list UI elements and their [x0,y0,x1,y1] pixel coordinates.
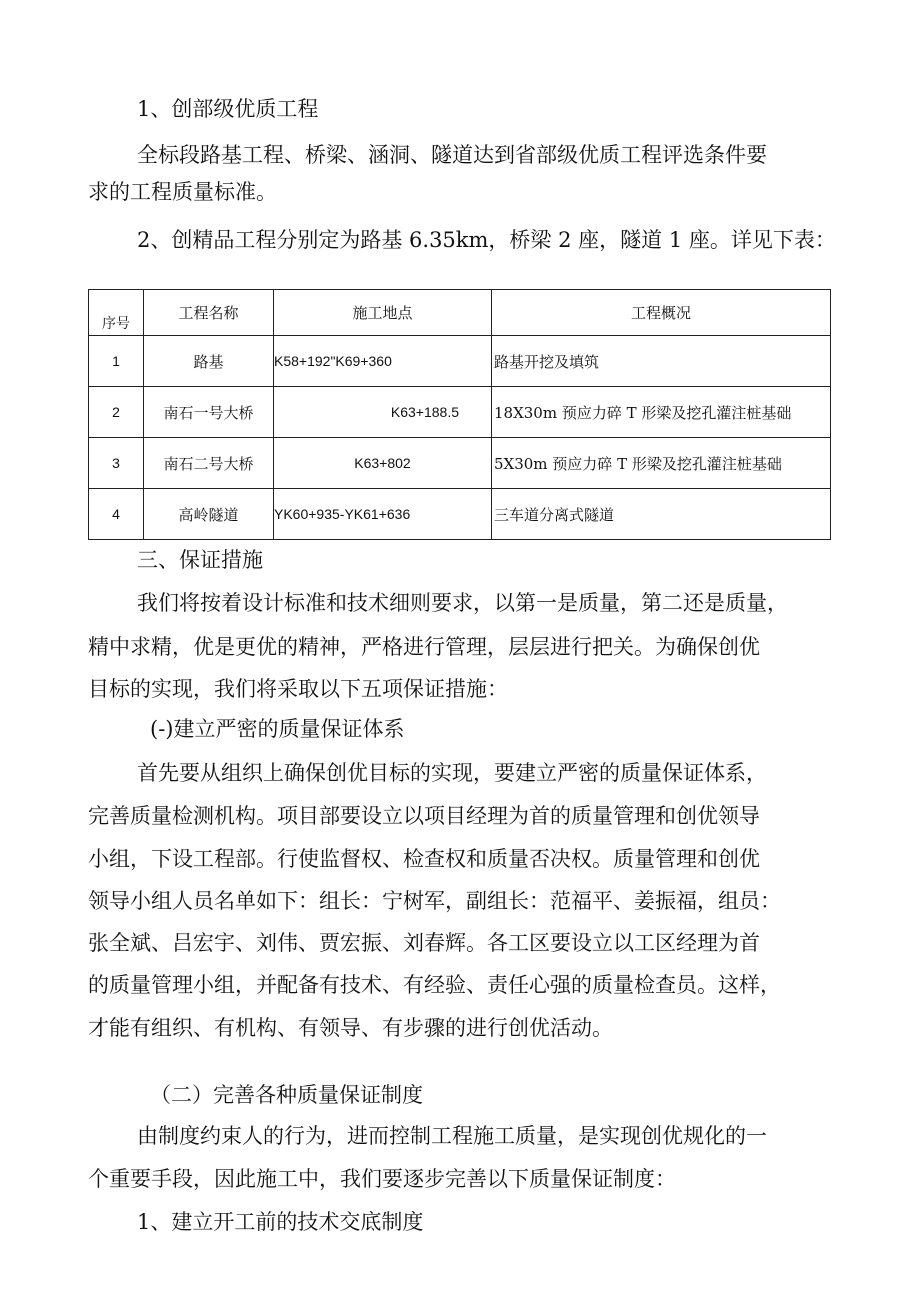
paragraph-line: 的质量管理小组，并配备有技术、有经验、责任心强的质量检查员。这样， [88,973,781,997]
section-heading-1: 1、创部级优质工程 [137,97,319,121]
cell-location: K63+802 [274,438,492,489]
paragraph-line: 个重要手段，因此施工中，我们要逐步完善以下质量保证制度： [88,1167,676,1191]
projects-table [88,289,831,540]
cell-desc: 三车道分离式隧道 [492,489,831,540]
paragraph-line: 全标段路基工程、桥梁、涵洞、隧道达到省部级优质工程评选条件要 [137,143,767,167]
cell-desc: 5X30m 预应力碎 T 形梁及挖孔灌注桩基础 [492,438,831,489]
paragraph-line: 精中求精，优是更优的精神，严格进行管理，层层进行把关。为确保创优 [88,635,760,659]
cell-no: 3 [89,438,144,489]
paragraph-line: 求的工程质量标准。 [88,180,277,204]
paragraph-line: 才能有组织、有机构、有领导、有步骤的进行创优活动。 [88,1016,613,1040]
paragraph-line: 小组，下设工程部。行使监督权、检查权和质量否决权。质量管理和创优 [88,847,760,871]
paragraph-line: 首先要从组织上确保创优目标的实现，要建立严密的质量保证体系， [137,761,767,785]
cell-location: YK60+935-YK61+636 [274,489,492,540]
paragraph-line: 由制度约束人的行为，进而控制工程施工质量，是实现创优规化的一 [137,1124,767,1148]
cell-name: 高岭隧道 [144,489,274,540]
paragraph-line: 完善质量检测机构。项目部要设立以项目经理为首的质量管理和创优领导 [88,804,760,828]
table-header-row [89,290,831,336]
cell-no: 1 [89,336,144,387]
cell-no: 4 [89,489,144,540]
list-item-2: 2、创精品工程分别定为路基 6.35km，桥梁 2 座，隧道 1 座。详见下表： [137,228,836,252]
subsection-heading-2: （二）完善各种质量保证制度 [150,1083,423,1107]
paragraph-line: 张全斌、吕宏宇、刘伟、贾宏振、刘春辉。各工区要设立以工区经理为首 [88,931,760,955]
cell-location: K58+192"K69+360 [274,336,492,387]
cell-desc: 18X30m 预应力碎 T 形梁及挖孔灌注桩基础 [492,387,831,438]
subsection-heading-1: (-)建立严密的质量保证体系 [150,717,405,741]
paragraph-line: 我们将按着设计标准和技术细则要求，以第一是质量，第二还是质量， [137,591,788,615]
cell-desc: 路基开挖及填筑 [492,336,831,387]
cell-name: 南石一号大桥 [144,387,274,438]
table-row [89,387,831,438]
col-header-desc: 工程概况 [492,290,831,336]
list-item-1: 1、建立开工前的技术交底制度 [137,1210,424,1234]
section-heading-3: 三、保证措施 [137,548,263,572]
paragraph-line: 领导小组人员名单如下：组长：宁树军，副组长：范福平、姜振福，组员： [88,889,781,913]
cell-name: 南石二号大桥 [144,438,274,489]
paragraph-line: 目标的实现，我们将采取以下五项保证措施： [88,677,508,701]
col-header-no: 序号 [89,290,144,336]
cell-name: 路基 [144,336,274,387]
cell-location: K63+188.5 [274,387,492,438]
table-row [89,438,831,489]
cell-no: 2 [89,387,144,438]
col-header-location: 施工地点 [274,290,492,336]
table-row [89,336,831,387]
table-row [89,489,831,540]
col-header-name: 工程名称 [144,290,274,336]
